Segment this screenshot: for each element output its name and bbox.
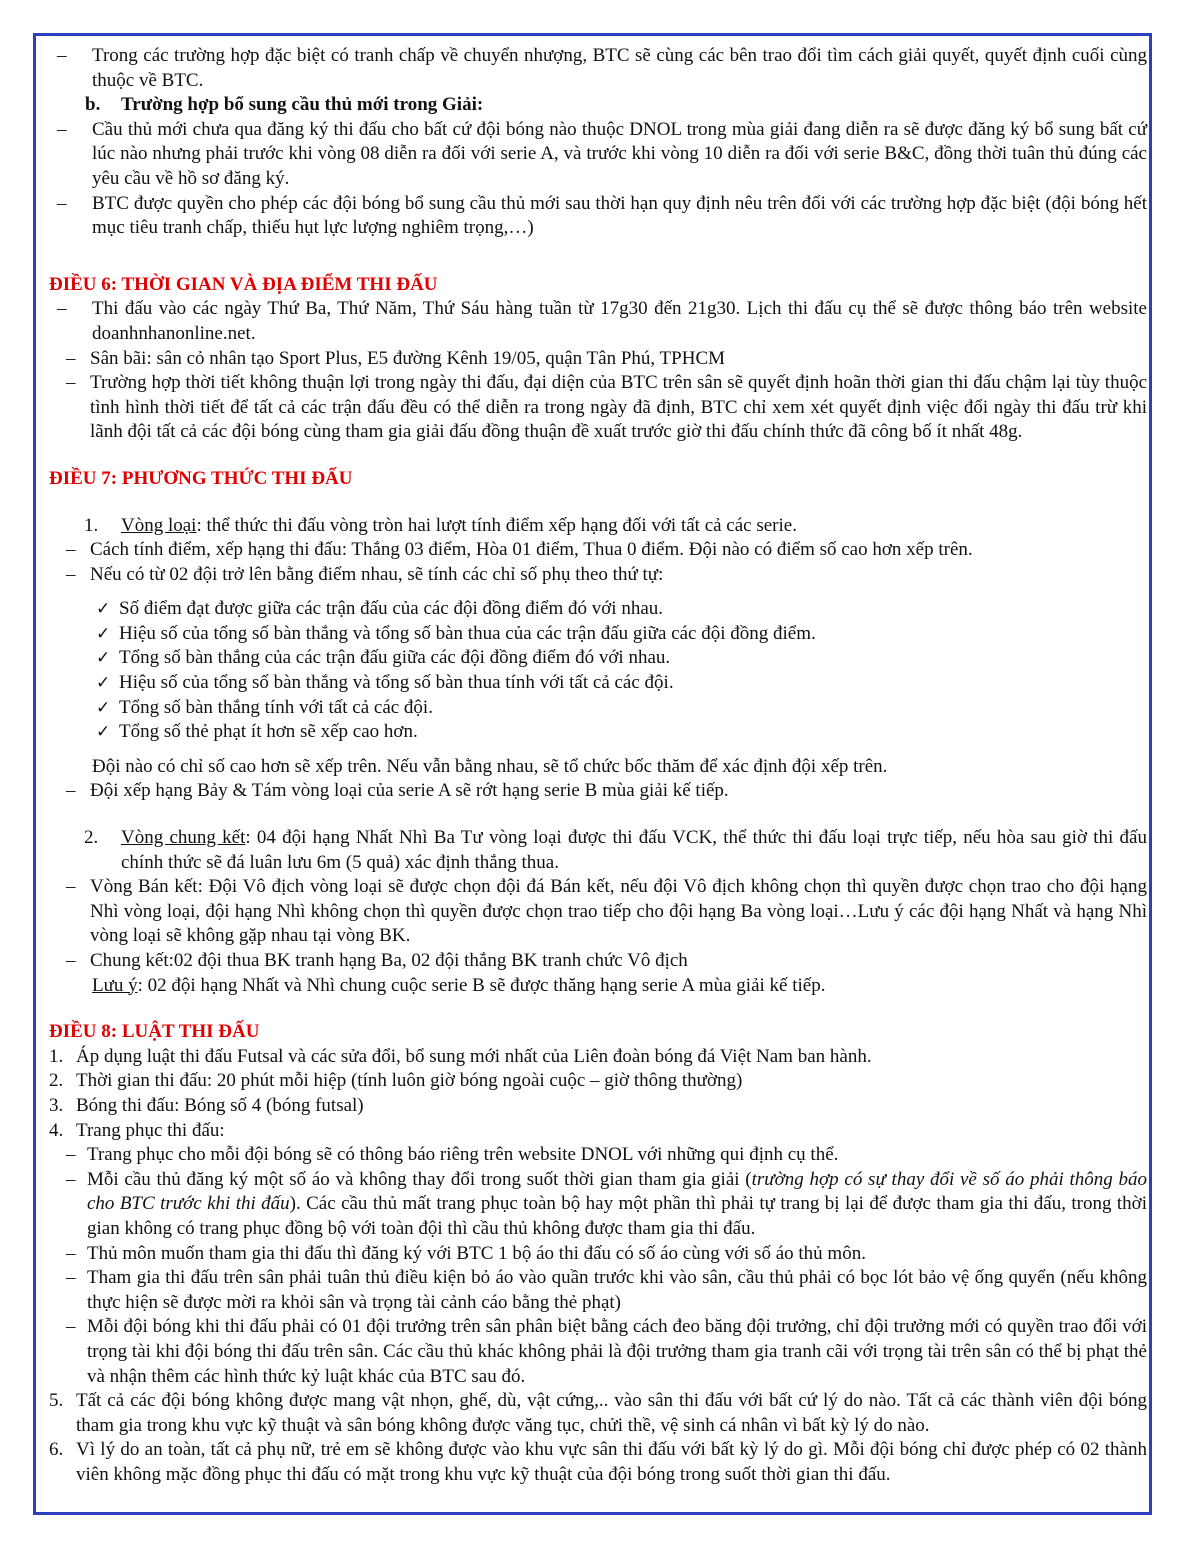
list-item: – Trong các trường hợp đặc biệt có tranh chấp về chuyển nhượng, BTC sẽ cùng các bên trao đổi tìm cách giải quyết, quyết định cuối cùng thuộc về BTC. [49, 44, 1147, 93]
numbered-item: 1. Áp dụng luật thi đấu Futsal và các sửa đổi, bổ sung mới nhất của Liên đoàn bóng đá Việt Nam ban hành. [49, 1045, 872, 1067]
check-icon: ✓ [96, 599, 111, 620]
list-item: – Chung kết:02 đội thua BK tranh hạng Ba, 02 đội thắng BK tranh chức Vô địch [49, 949, 1147, 974]
criteria-list [49, 597, 1147, 745]
check-item: ✓ Hiệu số của tổng số bàn thắng và tổng số bàn thua tính với tất cả các đội. [49, 671, 1147, 696]
list-item: – Sân bãi: sân cỏ nhân tạo Sport Plus, E5 đường Kênh 19/05, quận Tân Phú, TPHCM [49, 347, 1147, 372]
check-item: ✓ Số điểm đạt được giữa các trận đấu của các đội đồng điểm đó với nhau. [49, 597, 1147, 622]
article-7-heading: ĐIỀU 7: PHƯƠNG THỨC THI ĐẤU [49, 467, 353, 489]
numbered-item: 6. Vì lý do an toàn, tất cả phụ nữ, trẻ em sẽ không được vào khu vực sân thi đấu với bất kỳ lý do gì. Mỗi đội bóng chỉ được phép có 02 thành viên không mặc đồng phục thi đấu có mặt trong khu vực kỹ thuật của đội bóng trong suốt thời gian thi đấu. [49, 1439, 1147, 1485]
list-item: – Vòng Bán kết: Đội Vô địch vòng loại sẽ được chọn đội đá Bán kết, nếu đội Vô địch không chọn thì quyền được chọn trao cho đội hạng Nhì vòng loại, đội hạng Nhì không chọn thì quyền được chọn trao tiếp cho đội hạng Ba vòng loại…Lưu ý các đội hạng Nhất và hạng Nhì vòng loại sẽ không gặp nhau tại vòng BK. [49, 875, 1147, 949]
page-border [33, 33, 1152, 1515]
article-8-heading: ĐIỀU 8: LUẬT THI ĐẤU [49, 1021, 260, 1043]
check-item: ✓ Hiệu số của tổng số bàn thắng và tổng số bàn thua của các trận đấu giữa các đội đồng điểm. [49, 622, 1147, 647]
list-item: – Mỗi đội bóng khi thi đấu phải có 01 đội trưởng trên sân phân biệt bằng cách đeo băng đội trưởng, chỉ đội trưởng mới có quyền trao đổi với trọng tài khi đội bóng thi đấu trên sân. Các cầu thủ khác không phải là đội trưởng tham gia tranh cãi với trọng tài trên sân có thể bị phạt thẻ và nhận thêm các hình thức kỷ luật khác của BTC sau đó. [49, 1315, 1147, 1389]
numbered-item: 3. Bóng thi đấu: Bóng số 4 (bóng futsal) [49, 1094, 364, 1116]
numbered-item: 2. Thời gian thi đấu: 20 phút mỗi hiệp (tính luôn giờ bóng ngoài cuộc – giờ thông thường) [49, 1070, 743, 1092]
check-item: ✓ Tổng số bàn thắng tính với tất cả các đội. [49, 696, 1147, 721]
numbered-item: 2. Vòng chung kết: 04 đội hạng Nhất Nhì Ba Tư vòng loại được thi đấu VCK, thể thức thi đấu loại trực tiếp, nếu hòa sau giờ thi đấu chính thức sẽ đá luân lưu 6m (5 quả) xác định thắng thua. [84, 827, 1147, 873]
list-item: – Cách tính điểm, xếp hạng thi đấu: Thắng 03 điểm, Hòa 01 điểm, Thua 0 điểm. Đội nào có điểm số cao hơn xếp trên. [49, 538, 1147, 563]
check-icon: ✓ [96, 623, 111, 644]
check-icon: ✓ [96, 722, 111, 743]
list-item: – Trường hợp thời tiết không thuận lợi trong ngày thi đấu, đại diện của BTC trên sân sẽ quyết định hoãn thời gian thi đấu chậm lại tùy thuộc tình hình thời tiết để tất cả các trận đấu đều có thể diễn ra trong ngày đã định, BTC chỉ xem xét quyết định việc đổi ngày thi đấu trừ khi lãnh đội tất cả các đội bóng cùng tham gia giải đấu đồng thuận đề xuất trước giờ thi đấu chính thức đã công bố ít nhất 48g. [49, 371, 1147, 445]
numbered-item: 4. Trang phục thi đấu: [49, 1119, 225, 1141]
article-6-heading: ĐIỀU 6: THỜI GIAN VÀ ĐỊA ĐIỂM THI ĐẤU [49, 273, 438, 295]
list-item: – BTC được quyền cho phép các đội bóng bổ sung cầu thủ mới sau thời hạn quy định nêu trên đối với các trường hợp đặc biệt (đội bóng hết mục tiêu tranh chấp, thiếu hụt lực lượng nghiêm trọng,…) [49, 192, 1147, 241]
document-body [49, 44, 1147, 1487]
list-item: – Cầu thủ mới chưa qua đăng ký thi đấu cho bất cứ đội bóng nào thuộc DNOL trong mùa giải đang diễn ra sẽ được đăng ký bổ sung bất cứ lúc nào nhưng phải trước khi vòng 08 diễn ra đối với serie A, và trước khi vòng 10 diễn ra đối với serie B&C, đồng thời tuân thủ đúng các yêu cầu về hồ sơ đăng ký. [49, 118, 1147, 192]
check-item: ✓ Tổng số bàn thắng của các trận đấu giữa các đội đồng điểm đó với nhau. [49, 646, 1147, 671]
list-item: – Tham gia thi đấu trên sân phải tuân thủ điều kiện bỏ áo vào quần trước khi vào sân, cầu thủ phải có bọc lót bảo vệ ống quyển (nếu không thực hiện sẽ được mời ra khỏi sân và trọng tài cảnh cáo bằng thẻ phạt) [49, 1266, 1147, 1315]
numbered-item: 5. Tất cả các đội bóng không được mang vật nhọn, ghế, dù, vật cứng,.. vào sân thi đấu với bất cứ lý do nào. Tất cả các thành viên đội bóng tham gia trong khu vực kỹ thuật và sân bóng không được văng tục, chửi thề, vệ sinh cá nhân vì bất kỳ lý do nào. [49, 1390, 1147, 1436]
list-item: – Nếu có từ 02 đội trở lên bằng điểm nhau, sẽ tính các chỉ số phụ theo thứ tự: [49, 563, 1147, 588]
list-item: – Trang phục cho mỗi đội bóng sẽ có thông báo riêng trên website DNOL với những qui định cụ thể. [49, 1143, 1147, 1168]
list-item: – Thủ môn muốn tham gia thi đấu thì đăng ký với BTC 1 bộ áo thi đấu có số áo cùng với số áo thủ môn. [49, 1242, 1147, 1267]
list-item: – Đội xếp hạng Bảy & Tám vòng loại của serie A sẽ rớt hạng serie B mùa giải kế tiếp. [49, 779, 1147, 804]
check-icon: ✓ [96, 697, 111, 718]
check-item: ✓ Tổng số thẻ phạt ít hơn sẽ xếp cao hơn. [49, 720, 1147, 745]
subsection-heading: b. Trường hợp bổ sung cầu thủ mới trong Giải: [85, 94, 484, 116]
check-icon: ✓ [96, 673, 111, 694]
list-item: – Mỗi cầu thủ đăng ký một số áo và không thay đổi trong suốt thời gian tham gia giải (trường hợp có sự thay đổi về số áo phải thông báo cho BTC trước khi thi đấu). Các cầu thủ mất trang phục toàn bộ hay một phần thì phải tự trang bị lại để được tham gia thi đấu, trong thời gian không có trang phục đồng bộ với toàn đội thì cầu thủ không được tham gia thi đấu. [49, 1168, 1147, 1242]
list-item: – Thi đấu vào các ngày Thứ Ba, Thứ Năm, Thứ Sáu hàng tuần từ 17g30 đến 21g30. Lịch thi đấu cụ thể sẽ được thông báo trên website doanhnhanonline.net. [49, 297, 1147, 346]
check-icon: ✓ [96, 648, 111, 669]
note-line: Lưu ý: 02 đội hạng Nhất và Nhì chung cuộc serie B sẽ được thăng hạng serie A mùa giải kế tiếp. [92, 974, 826, 996]
tiebreak-note: Đội nào có chỉ số cao hơn sẽ xếp trên. Nếu vẫn bằng nhau, sẽ tổ chức bốc thăm để xác định đội xếp trên. [92, 755, 888, 777]
numbered-item: 1. Vòng loại: thể thức thi đấu vòng tròn hai lượt tính điểm xếp hạng đối với tất cả các serie. [84, 514, 797, 536]
